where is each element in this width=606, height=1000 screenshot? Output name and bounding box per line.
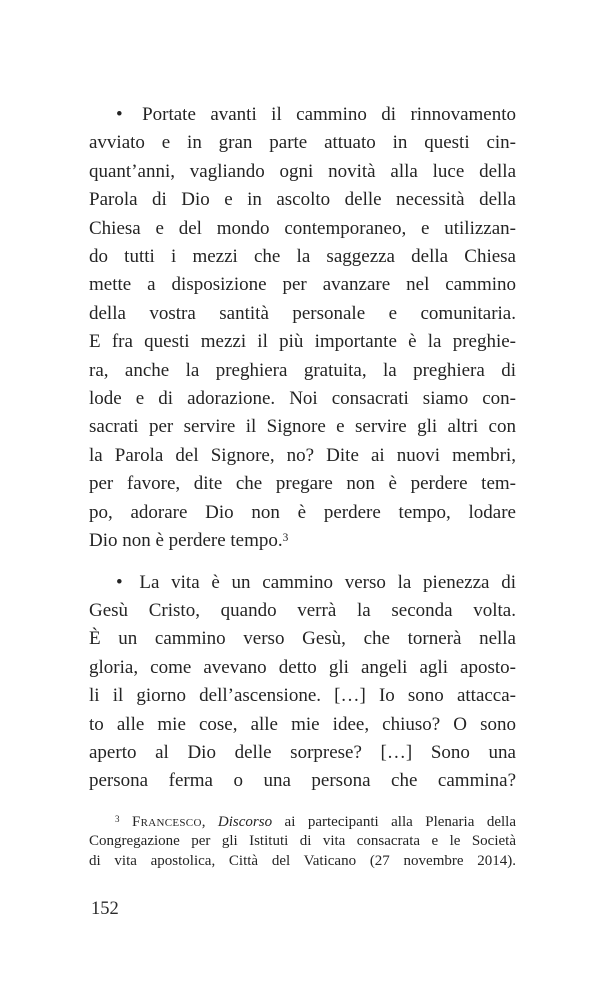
text-run: Gesù Cristo, quando verrà la seconda volta.: [89, 599, 516, 621]
text-run: la Parola del Signore, no? Dite ai nuovi membri,: [89, 444, 516, 466]
text-line: [89, 186, 516, 214]
text-run: Portate avanti il cammino di rinnovamento: [127, 104, 516, 125]
text-run: Parola di Dio e in ascolto delle necessità della: [89, 189, 516, 211]
text-run: do tutti i mezzi che la saggezza della Chiesa: [89, 246, 516, 268]
bullet-paragraph-2: [89, 569, 516, 796]
text-run: La vita è un cammino verso la pienezza di: [127, 571, 516, 593]
footnote-reference: 3: [115, 813, 120, 824]
text-run: Chiesa e del mondo contemporaneo, e utilizzan-: [89, 217, 516, 239]
text-line: [89, 385, 516, 413]
text-line: [89, 527, 516, 555]
text-run: Discorso: [217, 813, 273, 830]
text-line: [89, 499, 516, 527]
text-run: quant’anni, vagliando ogni novità alla luce della: [89, 160, 516, 182]
text-run: ,: [201, 813, 218, 830]
text-line: [89, 413, 516, 441]
text-run: persona ferma o una persona che cammina?: [89, 770, 516, 792]
text-run: ai partecipanti alla Plenaria della: [272, 813, 516, 830]
text-run: [120, 814, 132, 830]
text-run: È un cammino verso Gesù, che tornerà nella: [89, 628, 516, 650]
text-run: mette a disposizione per avanzare nel cammino: [89, 274, 516, 296]
text-run: ra, anche la preghiera gratuita, la preghiera di: [89, 359, 516, 381]
text-line: [89, 243, 516, 271]
text-line: [89, 654, 516, 682]
text-line: [89, 271, 516, 299]
bullet-marker: •: [116, 571, 123, 593]
text-line: [89, 597, 516, 625]
page-number: 152: [91, 899, 119, 919]
text-run: aperto al Dio delle sorprese? […] Sono una: [89, 741, 516, 763]
text-line: [89, 832, 516, 852]
text-line: [89, 101, 516, 129]
text-line: [89, 470, 516, 498]
bullet-marker: •: [116, 104, 123, 125]
text-line: [89, 739, 516, 767]
text-run: E fra questi mezzi il più importante è la preghie-: [89, 331, 516, 353]
bullet-paragraph-1: [89, 101, 516, 556]
footnote: [89, 813, 516, 872]
text-run: per favore, dite che pregare non è perdere tem-: [89, 473, 516, 495]
text-run: li il giorno dell’ascensione. […] Io sono attacca-: [89, 685, 516, 707]
text-line: [89, 129, 516, 157]
text-line: [89, 625, 516, 653]
text-line: [89, 852, 516, 872]
text-run: avviato e in gran parte attuato in questi cin-: [89, 132, 516, 154]
text-run: lode e di adorazione. Noi consacrati siamo con-: [89, 388, 516, 410]
text-run: Francesco: [131, 813, 202, 830]
text-run: Dio non è perdere tempo.: [89, 530, 283, 552]
text-run: Congregazione per gli Istituti di vita consacrata e le Società: [89, 833, 516, 850]
text-line: [89, 711, 516, 739]
text-run: di vita apostolica, Città del Vaticano (27 novembre 2014).: [89, 852, 516, 869]
footnote-reference: 3: [282, 531, 289, 544]
text-line: [89, 442, 516, 470]
text-run: sacrati per servire il Signore e servire gli altri con: [89, 416, 516, 438]
text-run: gloria, come avevano detto gli angeli agli aposto-: [89, 656, 516, 678]
text-line: [89, 300, 516, 328]
text-line: [89, 813, 516, 833]
text-run: della vostra santità personale e comunitaria.: [89, 302, 516, 324]
text-run: to alle mie cose, alle mie idee, chiuso? O sono: [89, 713, 516, 735]
page-text-block: [89, 101, 516, 872]
text-line: [89, 215, 516, 243]
text-line: [89, 357, 516, 385]
text-line: [89, 682, 516, 710]
text-line: [89, 328, 516, 356]
text-line: [89, 569, 516, 597]
text-line: [89, 767, 516, 795]
text-line: [89, 158, 516, 186]
text-run: po, adorare Dio non è perdere tempo, lodare: [89, 501, 516, 523]
